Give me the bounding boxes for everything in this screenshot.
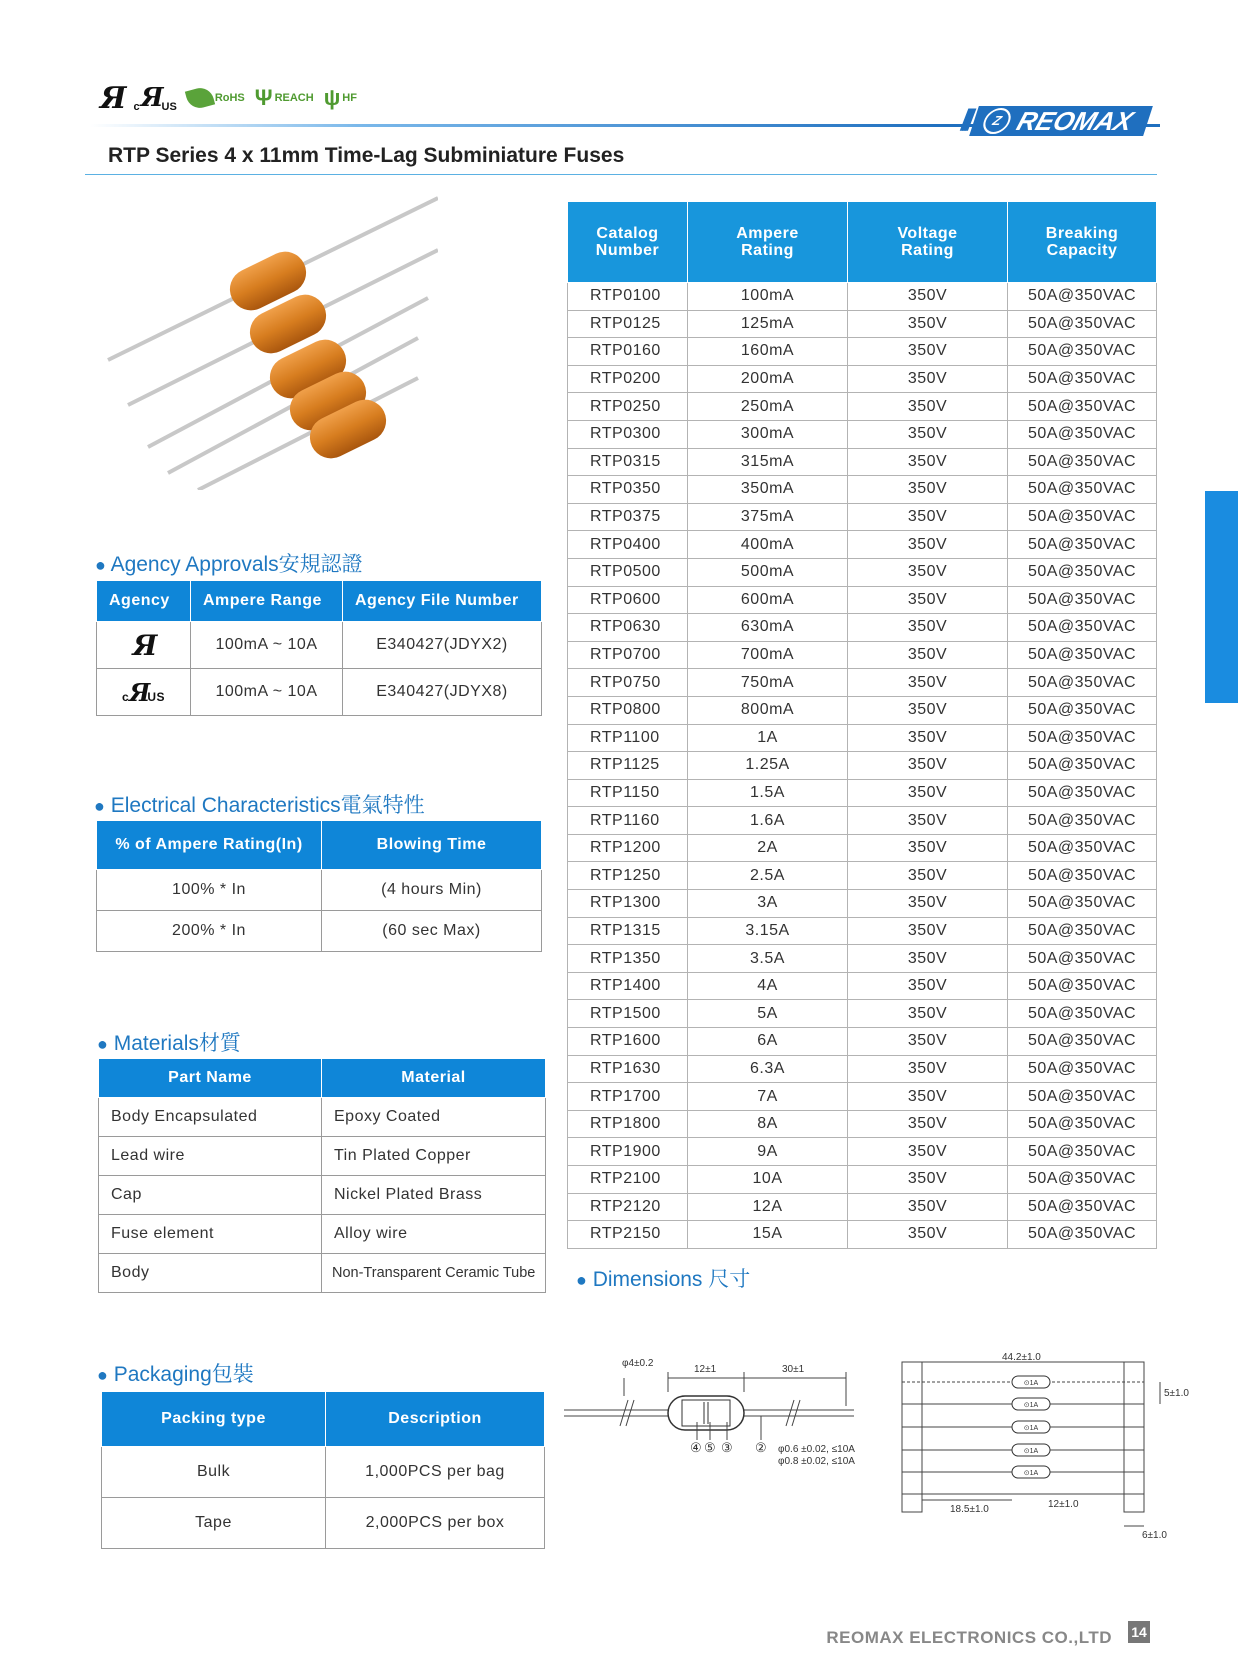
ampere-rating: 3.15A — [688, 917, 848, 945]
footer-company: REOMAX ELECTRONICS CO.,LTD — [826, 1628, 1112, 1647]
catalog-number: RTP1315 — [568, 917, 688, 945]
table-row — [568, 503, 1157, 531]
catalog-number: RTP0500 — [568, 558, 688, 586]
table-row — [568, 834, 1157, 862]
voltage-rating: 350V — [848, 945, 1008, 973]
catalog-number: RTP1800 — [568, 1110, 688, 1138]
ampere-rating: 15A — [688, 1221, 848, 1249]
ampere-rating: 400mA — [688, 531, 848, 559]
table-header-row — [99, 1059, 546, 1098]
table-row — [568, 586, 1157, 614]
table-row: Fuse element Alloy wire — [99, 1215, 546, 1254]
breaking-capacity: 50A@350VAC — [1008, 1083, 1157, 1111]
breaking-capacity: 50A@350VAC — [1008, 558, 1157, 586]
callout: ③ — [721, 1440, 733, 1455]
ampere-rating: 3.5A — [688, 945, 848, 973]
agency-table — [96, 580, 542, 716]
ampere-rating: 3A — [688, 890, 848, 918]
ampere-rating: 375mA — [688, 503, 848, 531]
voltage-rating: 350V — [848, 807, 1008, 835]
agency-file-number: E340427(JDYX8) — [343, 669, 542, 716]
table-header-row — [568, 202, 1157, 283]
breaking-capacity: 50A@350VAC — [1008, 1028, 1157, 1056]
cul-logo: Я — [129, 677, 148, 707]
dim-tape: 6±1.0 — [1142, 1530, 1167, 1541]
table-row — [568, 365, 1157, 393]
ampere-rating: 1A — [688, 724, 848, 752]
table-row: Bulk 1,000PCS per bag — [102, 1447, 545, 1498]
ul-logo: Я — [100, 80, 124, 116]
ul-logo: Я — [132, 628, 155, 662]
voltage-rating: 350V — [848, 586, 1008, 614]
reach-logo: Ψ REACH — [254, 85, 314, 110]
table-row — [568, 393, 1157, 421]
column-header: Part Name — [99, 1059, 322, 1098]
ampere-rating: 315mA — [688, 448, 848, 476]
breaking-capacity: 50A@350VAC — [1008, 283, 1157, 311]
ampere-rating: 250mA — [688, 393, 848, 421]
rohs-logo: RoHS — [187, 88, 245, 108]
table-row — [568, 779, 1157, 807]
voltage-rating: 350V — [848, 1166, 1008, 1194]
breaking-capacity: 50A@350VAC — [1008, 310, 1157, 338]
column-header: Packing type — [102, 1392, 326, 1447]
sprout-icon: Ψ — [254, 85, 273, 110]
breaking-capacity: 50A@350VAC — [1008, 1193, 1157, 1221]
voltage-rating: 350V — [848, 972, 1008, 1000]
dim-body: 12±1.0 — [1048, 1499, 1079, 1510]
breaking-capacity: 50A@350VAC — [1008, 752, 1157, 780]
voltage-rating: 350V — [848, 1193, 1008, 1221]
catalog-number: RTP0200 — [568, 365, 688, 393]
catalog-body — [568, 283, 1157, 1249]
table-row — [568, 752, 1157, 780]
table-row — [568, 310, 1157, 338]
voltage-rating: 350V — [848, 752, 1008, 780]
catalog-number: RTP0350 — [568, 476, 688, 504]
ampere-rating: 500mA — [688, 558, 848, 586]
table-row — [568, 1000, 1157, 1028]
column-header-breaking-capacity: Breaking Capacity — [1008, 202, 1157, 283]
breaking-capacity: 50A@350VAC — [1008, 420, 1157, 448]
catalog-number: RTP1350 — [568, 945, 688, 973]
dim-body-length: 12±1 — [694, 1364, 717, 1375]
voltage-rating: 350V — [848, 696, 1008, 724]
table-row — [568, 614, 1157, 642]
column-header-voltage-rating: Voltage Rating — [848, 202, 1008, 283]
catalog-number: RTP0160 — [568, 338, 688, 366]
ampere-rating: 10A — [688, 1166, 848, 1194]
table-row — [568, 420, 1157, 448]
table-row — [568, 669, 1157, 697]
catalog-number: RTP0125 — [568, 310, 688, 338]
catalog-number: RTP0315 — [568, 448, 688, 476]
ampere-rating: 12A — [688, 1193, 848, 1221]
page-title: RTP Series 4 x 11mm Time-Lag Subminiature Fuses — [108, 144, 625, 167]
breaking-capacity: 50A@350VAC — [1008, 696, 1157, 724]
ampere-rating: 630mA — [688, 614, 848, 642]
breaking-capacity: 50A@350VAC — [1008, 834, 1157, 862]
voltage-rating: 350V — [848, 503, 1008, 531]
column-header: % of Ampere Rating(In) — [97, 821, 322, 870]
voltage-rating: 350V — [848, 393, 1008, 421]
dimension-drawings — [564, 1352, 1204, 1542]
hf-logo: ψ HF — [323, 85, 357, 110]
voltage-rating: 350V — [848, 531, 1008, 559]
catalog-number: RTP1900 — [568, 1138, 688, 1166]
ampere-rating: 1.25A — [688, 752, 848, 780]
table-row — [568, 724, 1157, 752]
ampere-rating: 1.5A — [688, 779, 848, 807]
ampere-rating: 800mA — [688, 696, 848, 724]
voltage-rating: 350V — [848, 1110, 1008, 1138]
dim-lead-space: 18.5±1.0 — [950, 1504, 989, 1515]
ampere-rating: 7A — [688, 1083, 848, 1111]
dim-pitch: 5±1.0 — [1164, 1388, 1189, 1399]
voltage-rating: 350V — [848, 1028, 1008, 1056]
voltage-rating: 350V — [848, 283, 1008, 311]
fuse-mark: ⊙1A — [1023, 1380, 1039, 1387]
agency-logo-cell: cЯUS — [97, 669, 191, 716]
breaking-capacity: 50A@350VAC — [1008, 448, 1157, 476]
table-row — [568, 945, 1157, 973]
brand-mark: Z — [980, 108, 1014, 134]
voltage-rating: 350V — [848, 917, 1008, 945]
catalog-number: RTP2150 — [568, 1221, 688, 1249]
ampere-rating: 350mA — [688, 476, 848, 504]
ampere-rating: 2A — [688, 834, 848, 862]
materials-heading: ● Materials材質 — [97, 1032, 241, 1055]
agency-heading: ● Agency Approvals安規認證 — [95, 553, 363, 576]
catalog-number: RTP1200 — [568, 834, 688, 862]
breaking-capacity: 50A@350VAC — [1008, 945, 1157, 973]
column-header-ampere-rating: Ampere Rating — [688, 202, 848, 283]
catalog-number: RTP0100 — [568, 283, 688, 311]
catalog-number: RTP0700 — [568, 641, 688, 669]
catalog-number: RTP1300 — [568, 890, 688, 918]
dim-tape-width: 44.2±1.0 — [1002, 1352, 1041, 1363]
packaging-table — [101, 1391, 545, 1549]
voltage-rating: 350V — [848, 365, 1008, 393]
breaking-capacity: 50A@350VAC — [1008, 641, 1157, 669]
voltage-rating: 350V — [848, 420, 1008, 448]
voltage-rating: 350V — [848, 310, 1008, 338]
voltage-rating: 350V — [848, 476, 1008, 504]
breaking-capacity: 50A@350VAC — [1008, 338, 1157, 366]
catalog-number: RTP0800 — [568, 696, 688, 724]
page-number: 14 — [1128, 1621, 1150, 1643]
voltage-rating: 350V — [848, 1138, 1008, 1166]
table-row — [568, 1055, 1157, 1083]
fuse-mark: ⊙1A — [1023, 1425, 1039, 1432]
table-row — [568, 1110, 1157, 1138]
column-header: Agency — [97, 581, 191, 622]
breaking-capacity: 50A@350VAC — [1008, 1166, 1157, 1194]
breaking-capacity: 50A@350VAC — [1008, 1110, 1157, 1138]
voltage-rating: 350V — [848, 448, 1008, 476]
table-row: Cap Nickel Plated Brass — [99, 1176, 546, 1215]
title-rule — [85, 174, 1157, 175]
breaking-capacity: 50A@350VAC — [1008, 1138, 1157, 1166]
product-photo — [98, 190, 438, 490]
table-row — [568, 1166, 1157, 1194]
brand-slashes-icon: /// — [960, 104, 968, 137]
voltage-rating: 350V — [848, 1055, 1008, 1083]
ampere-rating: 600mA — [688, 586, 848, 614]
tape-drawing — [902, 1352, 1189, 1541]
fuse-mark: ⊙1A — [1023, 1470, 1039, 1477]
column-header: Description — [326, 1392, 545, 1447]
catalog-number: RTP0400 — [568, 531, 688, 559]
table-row — [568, 862, 1157, 890]
table-row — [568, 476, 1157, 504]
dim-diameter: φ4±0.2 — [622, 1358, 654, 1369]
catalog-number: RTP0600 — [568, 586, 688, 614]
voltage-rating: 350V — [848, 338, 1008, 366]
table-row — [568, 1083, 1157, 1111]
breaking-capacity: 50A@350VAC — [1008, 669, 1157, 697]
catalog-number: RTP2100 — [568, 1166, 688, 1194]
ampere-rating: 5A — [688, 1000, 848, 1028]
table-row: Tape 2,000PCS per box — [102, 1498, 545, 1549]
column-header: Agency File Number — [343, 581, 542, 622]
ampere-rating: 8A — [688, 1110, 848, 1138]
catalog-number: RTP0300 — [568, 420, 688, 448]
table-row: 200% * In (60 sec Max) — [97, 911, 542, 952]
table-row: Body Encapsulated Epoxy Coated — [99, 1098, 546, 1137]
breaking-capacity: 50A@350VAC — [1008, 476, 1157, 504]
ampere-rating: 9A — [688, 1138, 848, 1166]
voltage-rating: 350V — [848, 558, 1008, 586]
fuse-mark: ⊙1A — [1023, 1448, 1039, 1455]
table-row — [568, 531, 1157, 559]
breaking-capacity: 50A@350VAC — [1008, 531, 1157, 559]
ampere-rating: 125mA — [688, 310, 848, 338]
callout: ⑤ — [704, 1440, 716, 1455]
bullet-icon: ● — [95, 555, 106, 575]
catalog-number: RTP1600 — [568, 1028, 688, 1056]
table-row — [568, 807, 1157, 835]
table-row — [568, 558, 1157, 586]
voltage-rating: 350V — [848, 779, 1008, 807]
table-row — [97, 622, 542, 669]
breaking-capacity: 50A@350VAC — [1008, 614, 1157, 642]
breaking-capacity: 50A@350VAC — [1008, 890, 1157, 918]
table-row: Body Non-Transparent Ceramic Tube — [99, 1254, 546, 1293]
table-row — [568, 696, 1157, 724]
breaking-capacity: 50A@350VAC — [1008, 724, 1157, 752]
catalog-number: RTP0750 — [568, 669, 688, 697]
breaking-capacity: 50A@350VAC — [1008, 862, 1157, 890]
breaking-capacity: 50A@350VAC — [1008, 807, 1157, 835]
breaking-capacity: 50A@350VAC — [1008, 365, 1157, 393]
fuse-mark: ⊙1A — [1023, 1402, 1039, 1409]
certification-logos — [100, 78, 357, 118]
voltage-rating: 350V — [848, 890, 1008, 918]
voltage-rating: 350V — [848, 614, 1008, 642]
callout: ② — [755, 1440, 767, 1455]
leaf-icon — [185, 85, 215, 111]
catalog-number: RTP1150 — [568, 779, 688, 807]
ampere-rating: 4A — [688, 972, 848, 1000]
cul-logo: c Я US — [133, 83, 177, 113]
breaking-capacity: 50A@350VAC — [1008, 917, 1157, 945]
table-row — [568, 1193, 1157, 1221]
catalog-number: RTP1700 — [568, 1083, 688, 1111]
table-row — [568, 338, 1157, 366]
voltage-rating: 350V — [848, 669, 1008, 697]
brand-logo — [961, 105, 1148, 137]
sprout-icon: ψ — [323, 85, 341, 110]
ampere-rating: 750mA — [688, 669, 848, 697]
ampere-rating: 6.3A — [688, 1055, 848, 1083]
table-header-row — [97, 581, 542, 622]
breaking-capacity: 50A@350VAC — [1008, 1055, 1157, 1083]
voltage-rating: 350V — [848, 724, 1008, 752]
table-row — [568, 890, 1157, 918]
table-row — [568, 972, 1157, 1000]
dim-lead-dia-2: φ0.8 ±0.02, ≤10A — [778, 1456, 855, 1467]
table-row — [568, 1028, 1157, 1056]
electrical-heading: ● Electrical Characteristics電氣特性 — [94, 794, 425, 817]
dim-lead-length: 30±1 — [782, 1364, 805, 1375]
table-row — [568, 641, 1157, 669]
voltage-rating: 350V — [848, 1221, 1008, 1249]
column-header: Ampere Range — [191, 581, 343, 622]
catalog-number: RTP0375 — [568, 503, 688, 531]
column-header-catalog-number: Catalog Number — [568, 202, 688, 283]
materials-table — [98, 1058, 546, 1293]
voltage-rating: 350V — [848, 862, 1008, 890]
ampere-rating: 6A — [688, 1028, 848, 1056]
column-header: Material — [322, 1059, 546, 1098]
axial-fuse-drawing — [564, 1358, 855, 1467]
table-row: Lead wire Tin Plated Copper — [99, 1137, 546, 1176]
bullet-icon: ● — [97, 1034, 108, 1054]
catalog-number: RTP1125 — [568, 752, 688, 780]
side-tab — [1205, 491, 1238, 703]
catalog-number: RTP0250 — [568, 393, 688, 421]
table-row — [568, 917, 1157, 945]
ampere-rating: 2.5A — [688, 862, 848, 890]
agency-logo-cell — [97, 622, 191, 669]
agency-file-number: E340427(JDYX2) — [343, 622, 542, 669]
voltage-rating: 350V — [848, 1083, 1008, 1111]
catalog-table — [567, 201, 1157, 1249]
callout: ④ — [690, 1440, 702, 1455]
dimensions-heading: ● Dimensions 尺寸 — [576, 1268, 751, 1291]
bullet-icon: ● — [576, 1270, 587, 1290]
column-header: Blowing Time — [322, 821, 542, 870]
catalog-number: RTP1500 — [568, 1000, 688, 1028]
breaking-capacity: 50A@350VAC — [1008, 503, 1157, 531]
brand-name: REOMAX — [1013, 106, 1137, 136]
ampere-rating: 700mA — [688, 641, 848, 669]
table-row — [568, 1221, 1157, 1249]
ampere-rating: 100mA — [688, 283, 848, 311]
voltage-rating: 350V — [848, 1000, 1008, 1028]
catalog-number: RTP0630 — [568, 614, 688, 642]
packaging-heading: ● Packaging包裝 — [97, 1363, 254, 1386]
catalog-number: RTP1400 — [568, 972, 688, 1000]
ampere-rating: 1.6A — [688, 807, 848, 835]
electrical-table — [96, 820, 542, 952]
table-row — [568, 283, 1157, 311]
breaking-capacity: 50A@350VAC — [1008, 586, 1157, 614]
table-row: 100% * In (4 hours Min) — [97, 870, 542, 911]
breaking-capacity: 50A@350VAC — [1008, 972, 1157, 1000]
dim-lead-dia-1: φ0.6 ±0.02, ≤10A — [778, 1444, 855, 1455]
ampere-rating: 160mA — [688, 338, 848, 366]
voltage-rating: 350V — [848, 834, 1008, 862]
catalog-number: RTP1100 — [568, 724, 688, 752]
catalog-number: RTP1160 — [568, 807, 688, 835]
bullet-icon: ● — [97, 1365, 108, 1385]
catalog-number: RTP1630 — [568, 1055, 688, 1083]
ampere-rating: 200mA — [688, 365, 848, 393]
table-row — [97, 669, 542, 716]
breaking-capacity: 50A@350VAC — [1008, 779, 1157, 807]
voltage-rating: 350V — [848, 641, 1008, 669]
ampere-range: 100mA ~ 10A — [191, 622, 343, 669]
catalog-number: RTP2120 — [568, 1193, 688, 1221]
table-row — [568, 448, 1157, 476]
ampere-range: 100mA ~ 10A — [191, 669, 343, 716]
catalog-number: RTP1250 — [568, 862, 688, 890]
bullet-icon: ● — [94, 796, 105, 816]
table-header-row — [102, 1392, 545, 1447]
breaking-capacity: 50A@350VAC — [1008, 1221, 1157, 1249]
ampere-rating: 300mA — [688, 420, 848, 448]
breaking-capacity: 50A@350VAC — [1008, 1000, 1157, 1028]
breaking-capacity: 50A@350VAC — [1008, 393, 1157, 421]
table-row — [568, 1138, 1157, 1166]
table-header-row — [97, 821, 542, 870]
